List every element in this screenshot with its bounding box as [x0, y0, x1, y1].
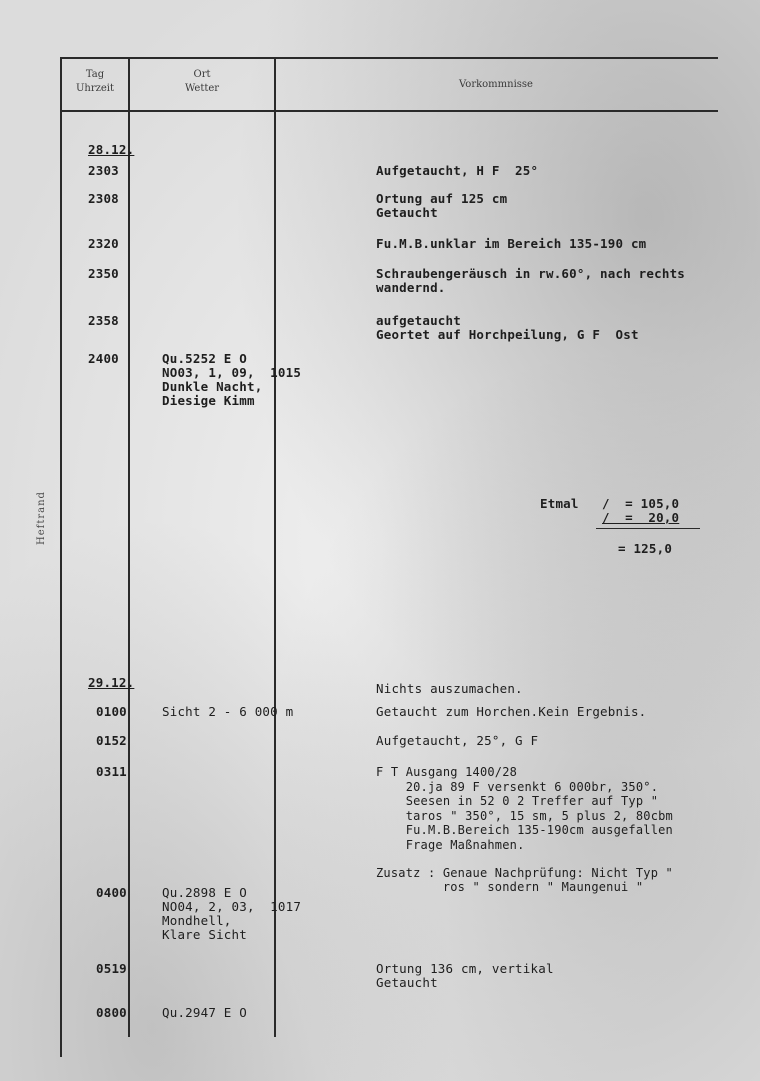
date-28-12: 28.12. [88, 142, 135, 157]
time-0311: 0311 [96, 764, 127, 779]
header-vorkommnisse: Vorkommnisse [459, 79, 533, 90]
header-bottom-rule [62, 110, 718, 112]
side-label-heftrand: Heftrand [36, 491, 47, 545]
time-0800: 0800 [96, 1005, 127, 1020]
date-29-12: 29.12. [88, 675, 135, 690]
time-0152: 0152 [96, 733, 127, 748]
entry-2320: Fu.M.B.unklar im Bereich 135-190 cm [376, 236, 647, 251]
time-2303: 2303 [88, 163, 119, 178]
entry-0152: Aufgetaucht, 25°, G F [376, 733, 539, 748]
time-0400: 0400 [96, 885, 127, 900]
etmal-sum-rule [596, 528, 700, 529]
entry-0519: Ortung 136 cm, vertikal Getaucht [376, 961, 554, 990]
ort-0800: Qu.2947 E O [162, 1005, 247, 1020]
time-2320: 2320 [88, 236, 119, 251]
entry-0311: F T Ausgang 1400/28 20.ja 89 F versenkt 6 000br, 350°. Seesen in 52 0 2 Treffer auf Typ " taros " 350°, 15 sm, 5 plus 2, 80cbm Fu.M.B.Bereich 135-190cm ausgefallen Frage Maßnahmen. [376, 765, 673, 852]
header-tag-uhrzeit: Tag Uhrzeit [75, 69, 115, 94]
header-top-rule [62, 57, 718, 59]
column-divider-1 [128, 57, 130, 1037]
header-ort-wetter: Ort Wetter [184, 69, 220, 94]
time-2308: 2308 [88, 191, 119, 206]
time-2400: 2400 [88, 351, 119, 366]
ort-0400: Qu.2898 E O NO04, 2, 03, 1017 Mondhell, Klare Sicht [162, 885, 302, 942]
time-0519: 0519 [96, 961, 127, 976]
ort-2400: Qu.5252 E O NO03, 1, 09, 1015 Dunkle Nacht, Diesige Kimm [162, 351, 302, 408]
entry-nichts: Nichts auszumachen. [376, 681, 523, 696]
left-border [60, 57, 62, 1057]
time-0100: 0100 [96, 704, 127, 719]
etmal-label: Etmal [540, 496, 579, 511]
etmal-line1: / = 105,0 [602, 496, 680, 511]
time-2350: 2350 [88, 266, 119, 281]
entry-zusatz: Zusatz : Genaue Nachprüfung: Nicht Typ " ros " sondern " Maungenui " [376, 866, 673, 894]
entry-2303: Aufgetaucht, H F 25° [376, 163, 539, 178]
ort-0100: Sicht 2 - 6 000 m [162, 704, 294, 719]
entry-0100: Getaucht zum Horchen.Kein Ergebnis. [376, 704, 647, 719]
entry-2350: Schraubengeräusch in rw.60°, nach rechts wandernd. [376, 266, 686, 295]
etmal-line2: / = 20,0 [602, 510, 680, 525]
entry-2308: Ortung auf 125 cm Getaucht [376, 191, 508, 220]
entry-2358: aufgetaucht Geortet auf Horchpeilung, G F Ost [376, 313, 639, 342]
time-2358: 2358 [88, 313, 119, 328]
etmal-total: = 125,0 [618, 541, 673, 556]
